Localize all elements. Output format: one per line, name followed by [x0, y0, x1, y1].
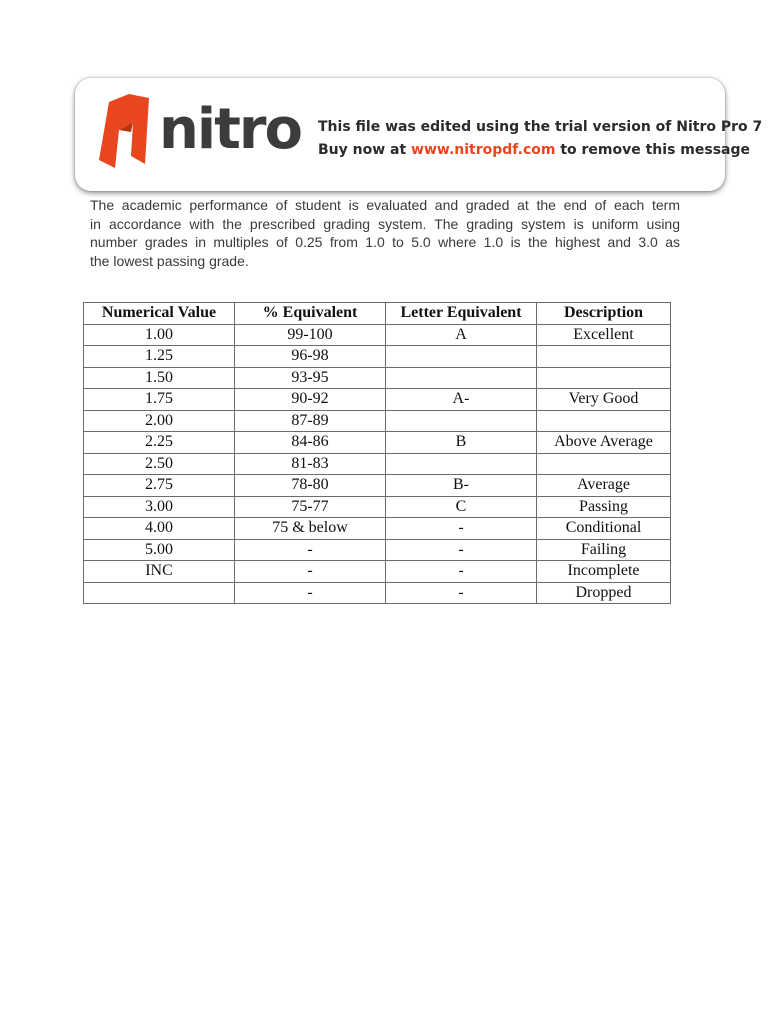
nitro-link[interactable]: www.nitropdf.com	[411, 142, 556, 158]
header-letter-equivalent: Letter Equivalent	[386, 303, 537, 325]
trial-banner[interactable]	[75, 78, 763, 191]
cell-description: Excellent	[537, 324, 671, 346]
cell-description: Passing	[537, 496, 671, 518]
cell-letter: -	[386, 539, 537, 561]
cell-description: Very Good	[537, 389, 671, 411]
cell-letter: -	[386, 582, 537, 604]
cell-percent: 99-100	[235, 324, 386, 346]
cell-numerical: 1.75	[84, 389, 235, 411]
cell-percent: 90-92	[235, 389, 386, 411]
table-row	[84, 496, 671, 518]
cell-letter: B-	[386, 475, 537, 497]
cell-letter: A	[386, 324, 537, 346]
table-row	[84, 475, 671, 497]
cell-numerical	[84, 582, 235, 604]
table-row	[84, 389, 671, 411]
cell-letter: -	[386, 561, 537, 583]
buy-message	[318, 142, 750, 158]
table-row	[84, 410, 671, 432]
cell-letter: B	[386, 432, 537, 454]
cell-percent: 96-98	[235, 346, 386, 368]
cell-numerical: 4.00	[84, 518, 235, 540]
intro-line: in accordance with the prescribed grading system. The grading system is uniform using	[90, 215, 680, 232]
cell-description	[537, 346, 671, 368]
cell-letter	[386, 453, 537, 475]
cell-letter: C	[386, 496, 537, 518]
buy-message-prefix: Buy now at	[318, 142, 412, 158]
grading-table	[83, 302, 671, 604]
cell-percent: 81-83	[235, 453, 386, 475]
table-row	[84, 582, 671, 604]
cell-percent: 84-86	[235, 432, 386, 454]
cell-numerical: 2.50	[84, 453, 235, 475]
cell-percent: -	[235, 561, 386, 583]
cell-description	[537, 410, 671, 432]
cell-numerical: INC	[84, 561, 235, 583]
cell-description: Average	[537, 475, 671, 497]
cell-description: Dropped	[537, 582, 671, 604]
cell-description	[537, 453, 671, 475]
cell-numerical: 1.00	[84, 324, 235, 346]
cell-numerical: 3.00	[84, 496, 235, 518]
cell-description: Failing	[537, 539, 671, 561]
intro-line: the lowest passing grade.	[90, 252, 249, 269]
intro-line: number grades in multiples of 0.25 from 1.0 to 5.0 where 1.0 is the highest and 3.0 as	[90, 234, 680, 250]
table-row	[84, 367, 671, 389]
nitro-wordmark: nitro	[159, 97, 301, 162]
header-numerical-value: Numerical Value	[84, 303, 235, 325]
cell-percent: 87-89	[235, 410, 386, 432]
intro-paragraph	[90, 196, 680, 270]
table-row	[84, 324, 671, 346]
trial-message: This file was edited using the trial version of Nitro Pro 7	[318, 119, 763, 135]
cell-percent: -	[235, 582, 386, 604]
cell-letter	[386, 346, 537, 368]
cell-letter: -	[386, 518, 537, 540]
table-row	[84, 518, 671, 540]
table-row	[84, 432, 671, 454]
cell-percent: 75 & below	[235, 518, 386, 540]
table-row	[84, 346, 671, 368]
cell-percent: 93-95	[235, 367, 386, 389]
table-row	[84, 453, 671, 475]
cell-letter	[386, 410, 537, 432]
cell-description	[537, 367, 671, 389]
cell-numerical: 2.00	[84, 410, 235, 432]
table-row	[84, 539, 671, 561]
intro-line: The academic performance of student is evaluated and graded at the end of each term	[90, 197, 680, 213]
buy-message-suffix: to remove this message	[555, 142, 750, 158]
cell-percent: -	[235, 539, 386, 561]
table-header-row	[84, 303, 671, 325]
cell-description: Incomplete	[537, 561, 671, 583]
cell-description: Conditional	[537, 518, 671, 540]
nitro-logo-icon	[95, 92, 155, 172]
cell-numerical: 2.25	[84, 432, 235, 454]
cell-percent: 78-80	[235, 475, 386, 497]
cell-letter: A-	[386, 389, 537, 411]
cell-letter	[386, 367, 537, 389]
cell-numerical: 1.25	[84, 346, 235, 368]
cell-numerical: 5.00	[84, 539, 235, 561]
cell-numerical: 1.50	[84, 367, 235, 389]
header-percent-equivalent: % Equivalent	[235, 303, 386, 325]
header-description: Description	[537, 303, 671, 325]
cell-description: Above Average	[537, 432, 671, 454]
table-row	[84, 561, 671, 583]
cell-percent: 75-77	[235, 496, 386, 518]
cell-numerical: 2.75	[84, 475, 235, 497]
